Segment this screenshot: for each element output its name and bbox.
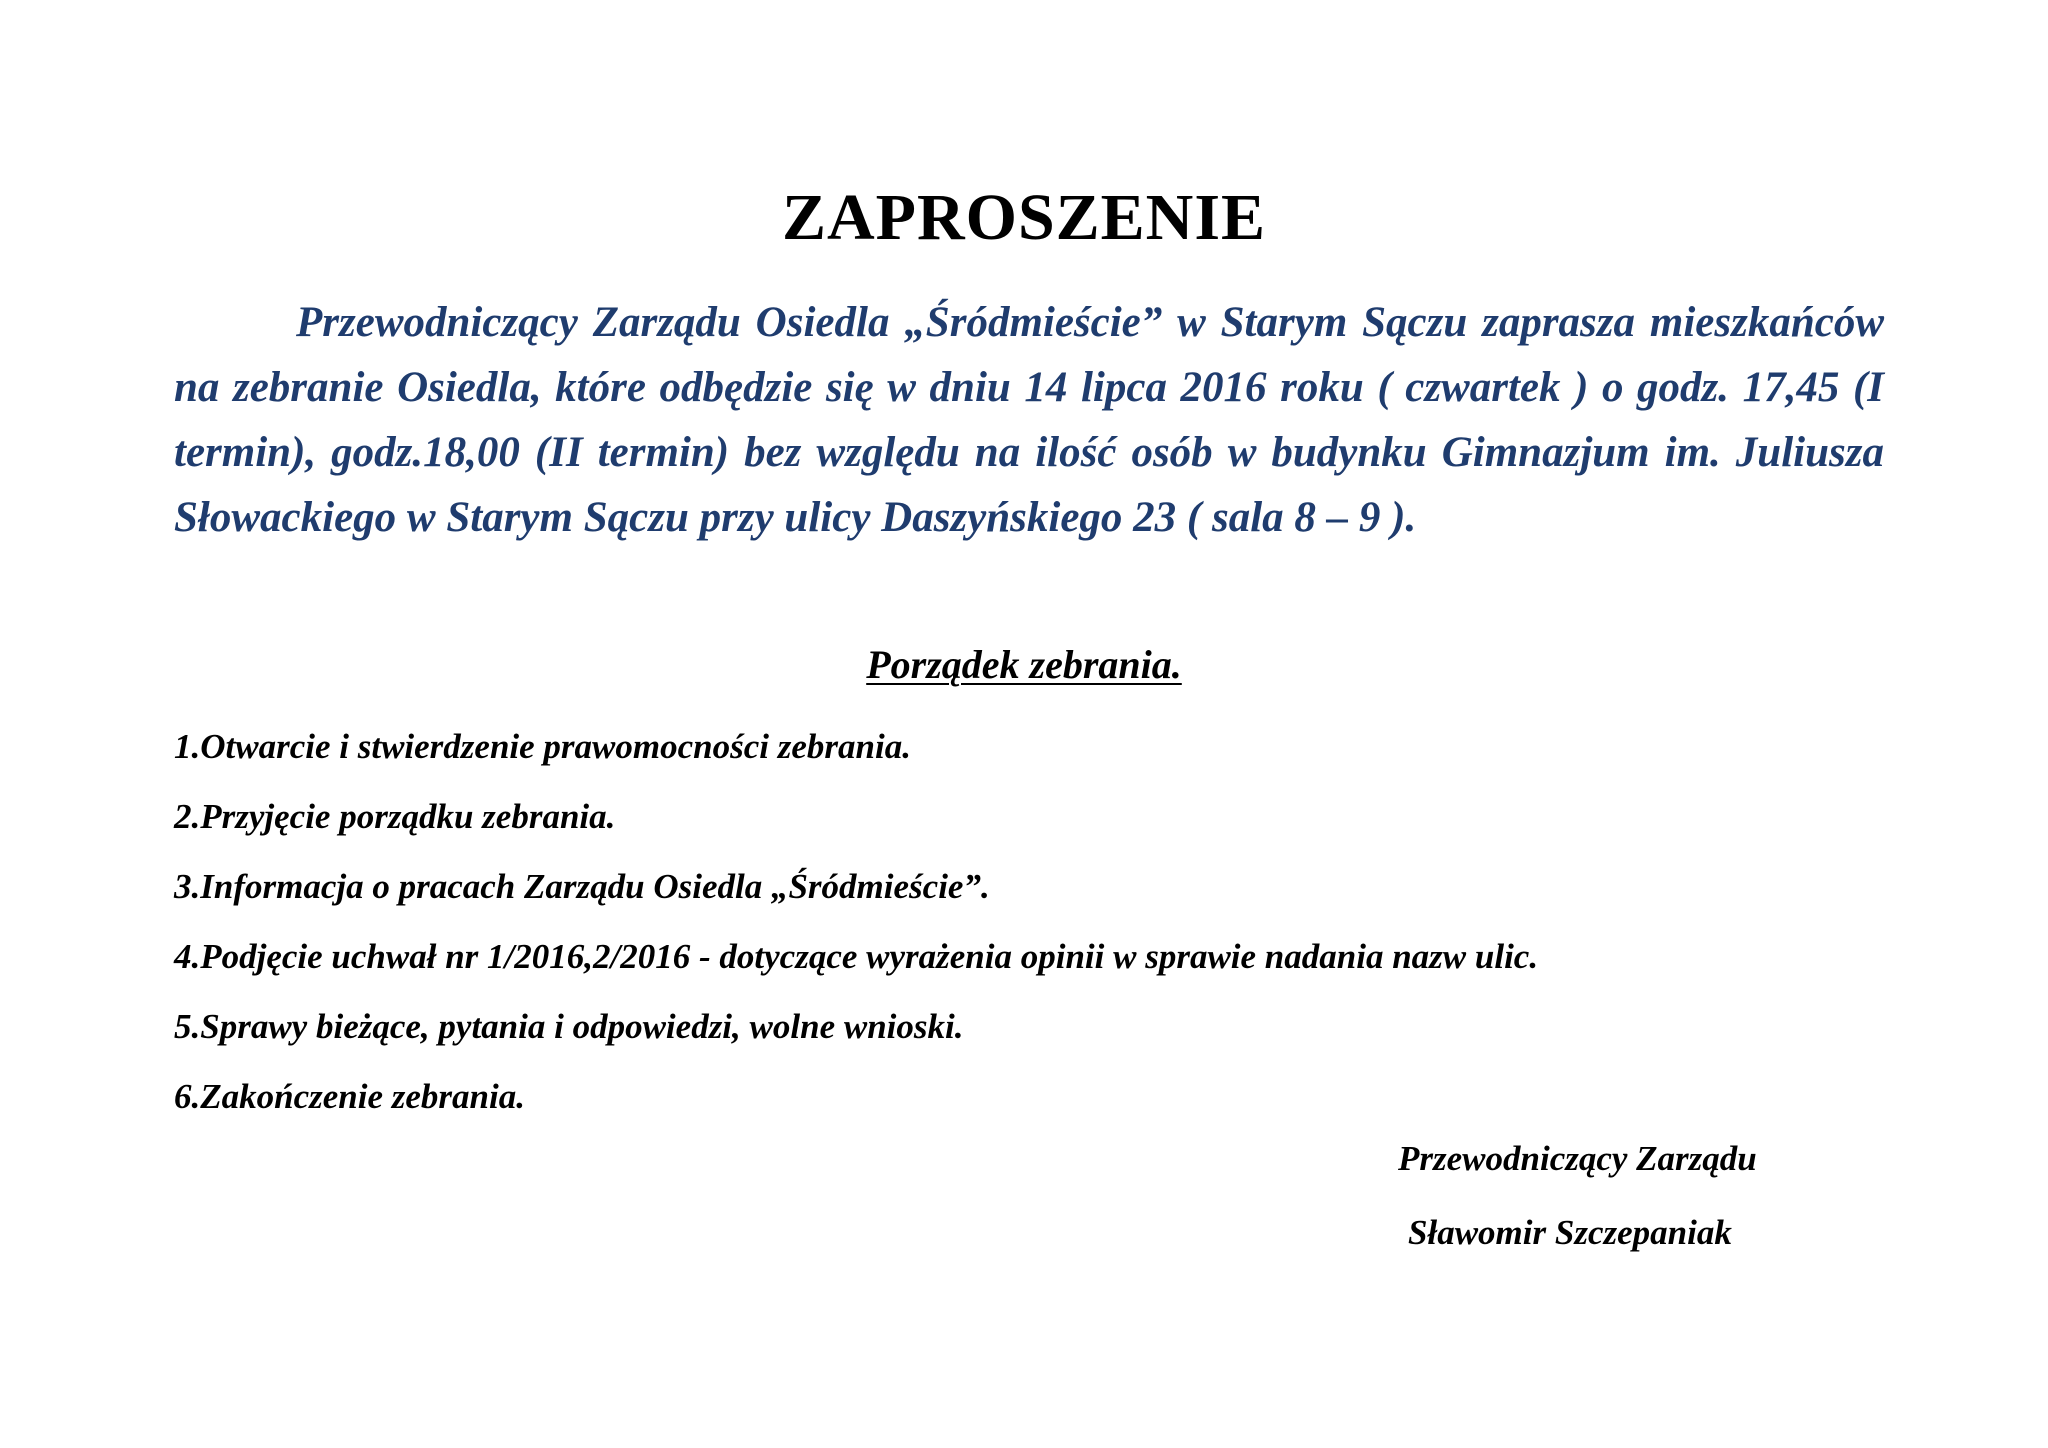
- invitation-paragraph: Przewodniczący Zarządu Osiedla „Śródmieście” w Starym Sączu zaprasza mieszkańców na zebranie Osiedla, które odbędzie się w dniu 14 lipca 2016 roku ( czwartek ) o godz. 17,45 (I termin), godz.18,00 (II termin) bez względu na ilość osób w budynku Gimnazjum im. Juliusza Słowackiego w Starym Sączu przy ulicy Daszyńskiego 23 ( sala 8 – 9 ).: [174, 299, 1884, 541]
- signature-name: Sławomir Szczepaniak: [1408, 1213, 1732, 1252]
- agenda-item: 5.Sprawy bieżące, pytania i odpowiedzi, wolne wnioski.: [174, 1007, 964, 1046]
- agenda-item: 2.Przyjęcie porządku zebrania.: [174, 797, 616, 836]
- agenda-item: 1.Otwarcie i stwierdzenie prawomocności zebrania.: [174, 727, 911, 766]
- signature-role: Przewodniczący Zarządu: [1398, 1139, 1757, 1178]
- document-title: ZAPROSZENIE: [781, 181, 1267, 254]
- agenda-item: 3.Informacja o pracach Zarządu Osiedla „Śródmieście”.: [174, 867, 990, 906]
- agenda-heading: Porządek zebrania.: [866, 642, 1182, 687]
- agenda-item: 4.Podjęcie uchwał nr 1/2016,2/2016 - dotyczące wyrażenia opinii w sprawie nadania nazw ulic.: [174, 937, 1539, 976]
- agenda-list: [174, 712, 1974, 1132]
- agenda-item: 6.Zakończenie zebrania.: [174, 1077, 525, 1116]
